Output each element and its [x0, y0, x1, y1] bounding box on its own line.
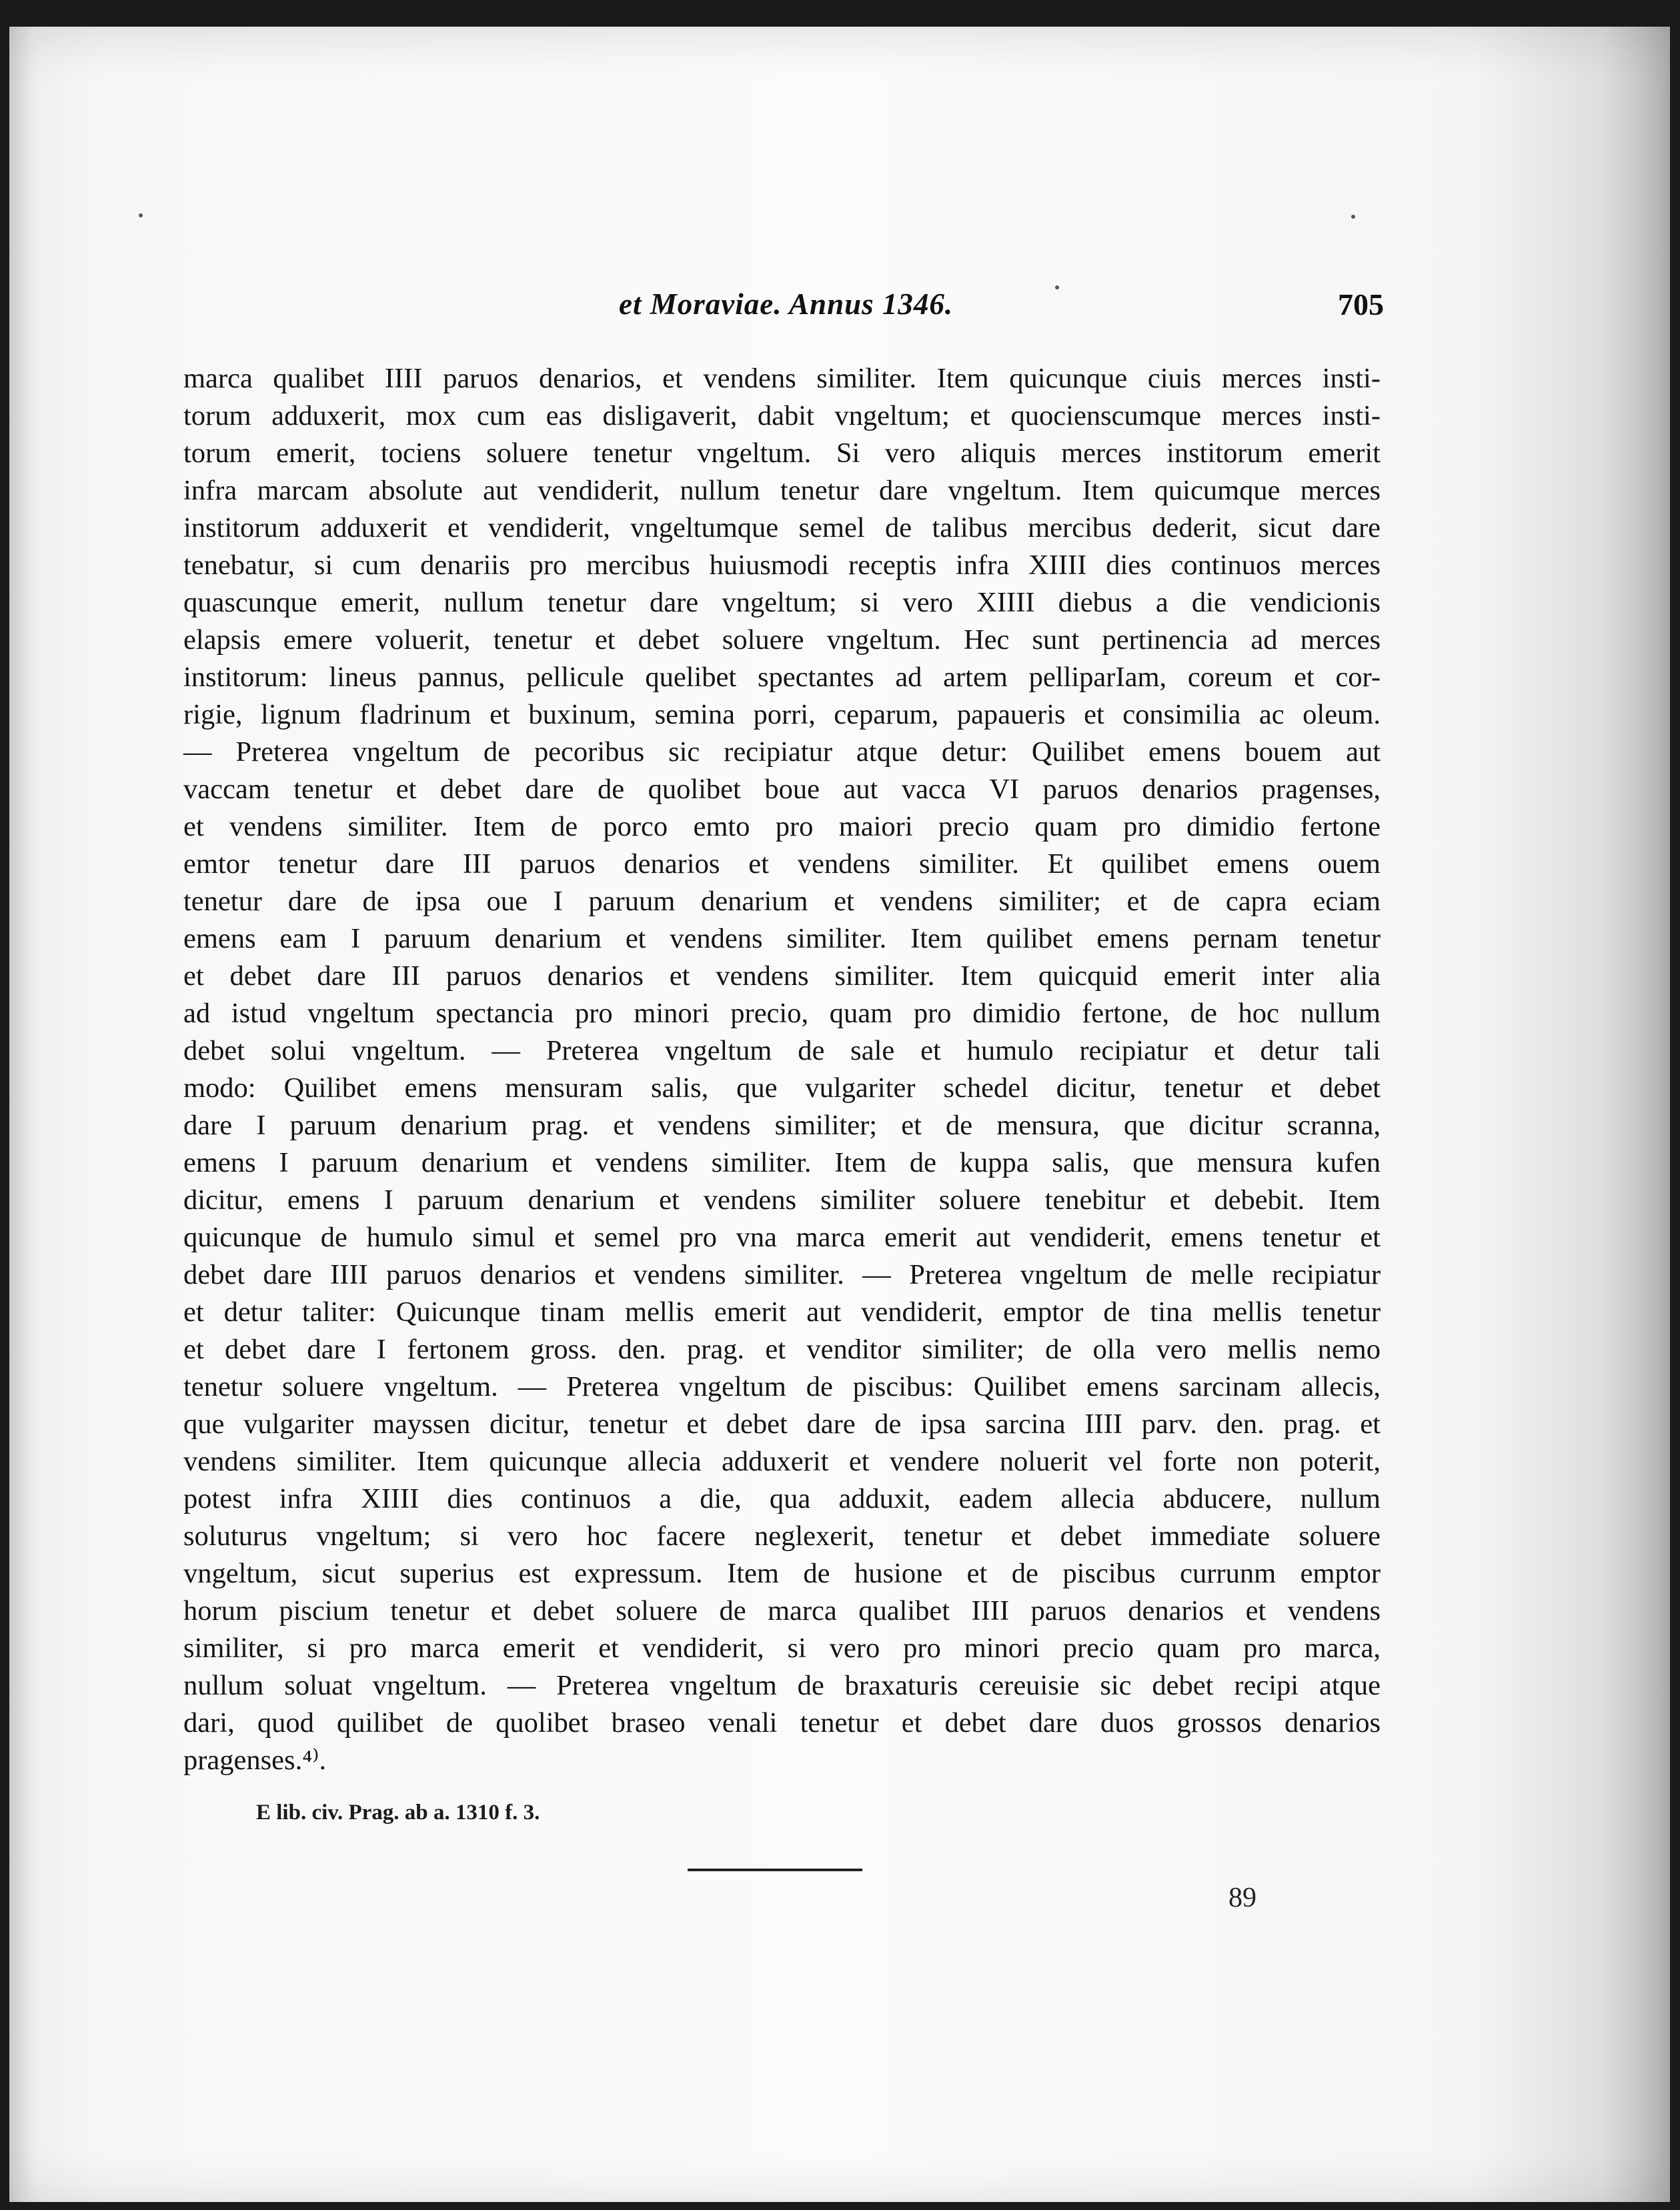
- text-line: nullum soluat vngeltum. — Preterea vngeltum de braxaturis cereuisie sic debet recipi atque: [183, 1670, 1381, 1701]
- text-line: emtor tenetur dare III paruos denarios et vendens similiter. Et quilibet emens ouem: [183, 848, 1381, 880]
- text-line: debet dare IIII paruos denarios et vendens similiter. — Preterea vngeltum de melle recipiatur: [183, 1259, 1381, 1290]
- text-line: institorum adduxerit et vendiderit, vngeltumque semel de talibus mercibus dederit, sicut dare: [183, 512, 1381, 543]
- text-line: emens I paruum denarium et vendens similiter. Item de kuppa salis, que mensura kufen: [183, 1147, 1381, 1178]
- text-line: et vendens similiter. Item de porco emto pro maiori precio quam pro dimidio fertone: [183, 811, 1381, 842]
- scan-speck: [1351, 215, 1355, 219]
- text-line: vngeltum, sicut superius est expressum. Item de husione et de piscibus currunm emptor: [183, 1558, 1381, 1589]
- text-line: tenebatur, si cum denariis pro mercibus huiusmodi receptis infra XIIII dies continuos merces: [183, 549, 1381, 581]
- running-title: et Moraviae. Annus 1346.: [619, 287, 954, 321]
- text-line: quascunque emerit, nullum tenetur dare vngeltum; si vero XIIII diebus a die vendicionis: [183, 587, 1381, 618]
- text-line: institorum: lineus pannus, pellicule quelibet spectantes ad artem pelliparIam, coreum et cor-: [183, 662, 1381, 693]
- text-line: infra marcam absolute aut vendiderit, nullum tenetur dare vngeltum. Item quicumque merces: [183, 475, 1381, 506]
- text-line: dicitur, emens I paruum denarium et vendens similiter soluere tenebitur et debebit. Item: [183, 1184, 1381, 1216]
- text-line: debet solui vngeltum. — Preterea vngeltum de sale et humulo recipiatur et detur tali: [183, 1035, 1381, 1066]
- text-line: torum adduxerit, mox cum eas disligaverit, dabit vngeltum; et quocienscumque merces insti-: [183, 400, 1381, 431]
- text-line: et debet dare III paruos denarios et vendens similiter. Item quicquid emerit inter alia: [183, 960, 1381, 992]
- text-line: vaccam tenetur et debet dare de quolibet boue aut vacca VI paruos denarios pragenses,: [183, 774, 1381, 805]
- page-number: 705: [1338, 287, 1384, 321]
- text-line: — Preterea vngeltum de pecoribus sic recipiatur atque detur: Quilibet emens bouem aut: [183, 736, 1381, 768]
- text-line: horum piscium tenetur et debet soluere de marca qualibet IIII paruos denarios et vendens: [183, 1595, 1381, 1626]
- text-line: marca qualibet IIII paruos denarios, et vendens similiter. Item quicunque ciuis merces insti-: [183, 363, 1381, 394]
- text-line: similiter, si pro marca emerit et vendiderit, si vero pro minori precio quam pro marca,: [183, 1632, 1381, 1664]
- text-line: tenetur dare de ipsa oue I paruum denarium et vendens similiter; et de capra eciam: [183, 886, 1381, 917]
- text-line: que vulgariter mayssen dicitur, tenetur et debet dare de ipsa sarcina IIII parv. den. prag. et: [183, 1408, 1381, 1440]
- text-line: elapsis emere voluerit, tenetur et debet soluere vngeltum. Hec sunt pertinencia ad merces: [183, 624, 1381, 656]
- source-note: E lib. civ. Prag. ab a. 1310 f. 3.: [256, 1801, 540, 1825]
- scan-speck: [139, 213, 143, 217]
- text-line: soluturus vngeltum; si vero hoc facere neglexerit, tenetur et debet immediate soluere: [183, 1520, 1381, 1552]
- text-line: modo: Quilibet emens mensuram salis, que vulgariter schedel dicitur, tenetur et debet: [183, 1072, 1381, 1104]
- body-text: [183, 360, 1381, 1779]
- text-line: emens eam I paruum denarium et vendens similiter. Item quilibet emens pernam tenetur: [183, 923, 1381, 954]
- text-line: quicunque de humulo simul et semel pro vna marca emerit aut vendiderit, emens tenetur et: [183, 1222, 1381, 1253]
- text-line: tenetur soluere vngeltum. — Preterea vngeltum de piscibus: Quilibet emens sarcinam allecis,: [183, 1371, 1381, 1402]
- text-line: potest infra XIIII dies continuos a die, qua adduxit, eadem allecia abducere, nullum: [183, 1483, 1381, 1514]
- running-header: [0, 287, 1680, 327]
- text-line: dari, quod quilibet de quolibet braseo venali tenetur et debet dare duos grossos denarios: [183, 1707, 1381, 1739]
- closing-rule: [688, 1869, 862, 1871]
- text-line: dare I paruum denarium prag. et vendens similiter; et de mensura, que dicitur scranna,: [183, 1110, 1381, 1141]
- text-line: et debet dare I fertonem gross. den. prag. et venditor similiter; de olla vero mellis nemo: [183, 1334, 1381, 1365]
- text-line: rigie, lignum fladrinum et buxinum, semina porri, ceparum, papaueris et consimilia ac oleum.: [183, 699, 1381, 730]
- text-line: et detur taliter: Quicunque tinam mellis emerit aut vendiderit, emptor de tina mellis tenetur: [183, 1296, 1381, 1328]
- text-line-last: pragenses.⁴⁾.: [183, 1745, 327, 1776]
- text-line: ad istud vngeltum spectancia pro minori precio, quam pro dimidio fertone, de hoc nullum: [183, 998, 1381, 1029]
- scan-speck: [1055, 285, 1059, 289]
- signature-mark: 89: [1228, 1883, 1256, 1913]
- text-line: vendens similiter. Item quicunque allecia adduxerit et vendere noluerit vel forte non poterit,: [183, 1446, 1381, 1477]
- text-line: torum emerit, tociens soluere tenetur vngeltum. Si vero aliquis merces institorum emerit: [183, 437, 1381, 469]
